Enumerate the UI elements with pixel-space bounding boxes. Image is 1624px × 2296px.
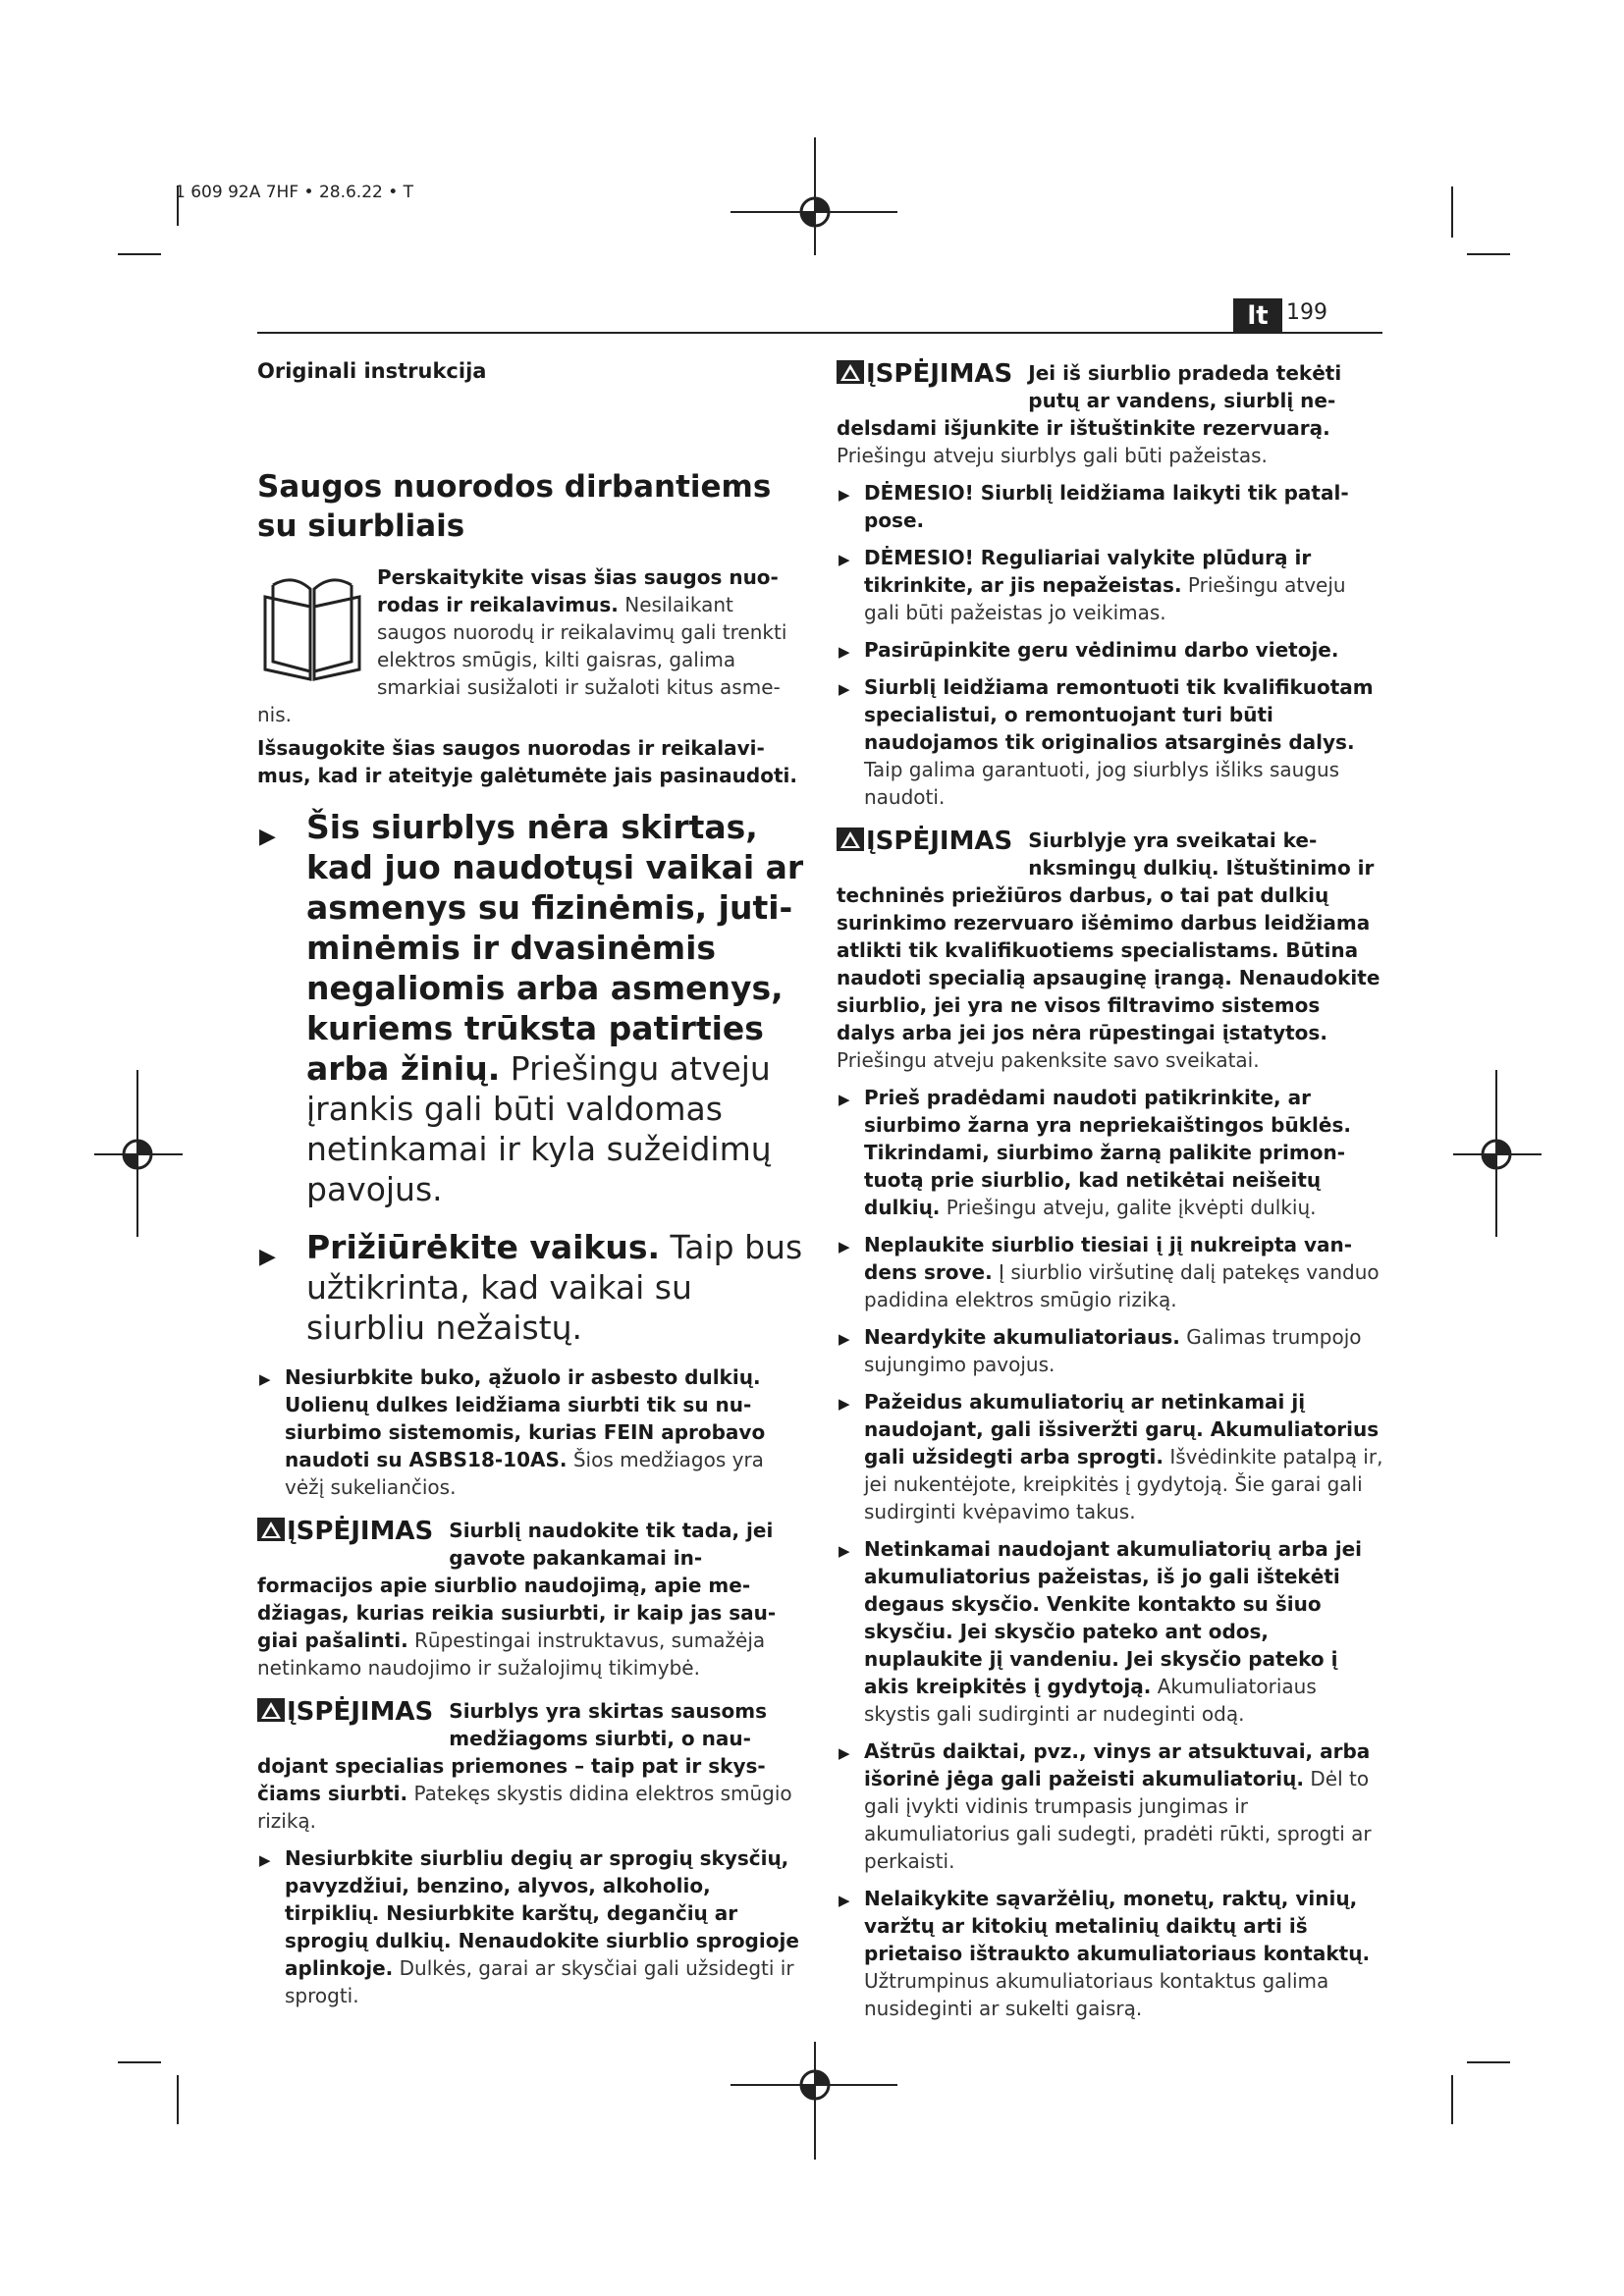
right-column [837,359,1384,2022]
original-instructions: Originali instrukcija [257,359,487,383]
list-item-bold: Pasirūpinkite geru vėdinimu darbo vietoje. [864,638,1339,662]
warning-triangle-icon [837,828,864,851]
list-item-normal: Taip galima garantuoti, jog siurblys išliks saugus naudoti. [864,758,1340,809]
list-item-bold: Siurblį leidžiama remontuoti tik kvalifikuotam specialistui, o remontuojant turi būti naudojamos tik originalios atsarginės dalys. [864,675,1374,754]
list-item-bold: Aštrūs daiktai, pvz., vinys ar atsuktuvai, arba išorinė jėga gali pažeisti akumuliatorių. [864,1739,1371,1790]
list-item-bold: Nesiurbkite siurbliu degių ar sprogių skysčių, pavyzdžiui, benzino, alyvos, alkoholio, tirpiklių. Nesiurbkite karštų, degančių ar sprogių dulkių. Nenaudokite siurblio sprogioje aplinkoje. [285,1846,799,1980]
list-item [837,1231,1384,1313]
keep-instructions [257,734,807,789]
list-item-normal: Dėl to gali įvykti vidinis trumpasis jungimas ir akumuliatorius gali sudegti, pradėti rūkti, sprogti ar perkaisti. [864,1767,1372,1873]
bullet-triangle-icon: ▶ [259,1370,271,1388]
list-item-normal: Taip bus užtikrinta, kad vaikai su siurbliu nežaistų. [306,1228,803,1347]
list-item [837,544,1384,626]
list-item [837,1737,1384,1875]
list-item-bold: DĖMESIO! Reguliariai valykite plūdurą ir tikrinkite, ar jis nepažeistas. [864,546,1312,597]
section-heading: Saugos nuorodos dirbantiems su siurbliais [257,469,772,544]
list-item [837,636,1384,664]
bullet-triangle-icon: ▶ [259,825,276,849]
warning-normal: Patekęs skystis didina elektros smūgio riziką. [257,1782,792,1833]
keep-instructions-bold: Išsaugokite šias saugos nuorodas ir reikalavimus, kad ir ateityje galėtumėte jais pasinaudoti. [257,736,797,787]
warning-triangle-icon [257,1518,285,1541]
warning-label-text: ĮSPĖJIMAS [287,1697,434,1727]
list-item-bold: Pažeidus akumuliatorių ar netinkamai jį naudojant, gali išsiveržti garų. Akumuliatorius gali užsidegti arba sprogti. [864,1390,1380,1468]
bullet-triangle-icon: ▶ [839,551,850,568]
bullet-triangle-icon: ▶ [839,1238,850,1255]
warning-triangle-icon [837,360,864,384]
print-info-text: 1 609 92A 7HF • 28.6.22 • T [175,183,414,202]
warning-bold: Jei iš siurblio pradeda tekėti putų ar vandens, siurblį nedelsdami išjunkite ir ištuštinkite rezervuarą. [837,361,1342,440]
print-info [175,183,413,202]
bullet-triangle-icon: ▶ [839,1744,850,1762]
warning-label-text: ĮSPĖJIMAS [287,1517,434,1546]
list-item [257,1844,807,2009]
bullet-triangle-icon: ▶ [259,1245,276,1269]
list-item [837,479,1384,534]
left-column [257,359,807,2009]
warning-bold: Siurblį naudokite tik tada, jei gavote pakankamai informacijos apie siurblio naudojimą, apie medžiagas, kurias reikia susiurbti, ir kaip jas saugiai pašalinti. [257,1519,777,1652]
warning-block [837,359,1384,469]
registration-mark-icon [731,137,897,255]
warning-bold: Siurblys yra skirtas sausoms medžiagoms siurbti, o naudojant specialias priemones – taip pat ir skysčiams siurbti. [257,1699,767,1805]
warning-normal: Priešingu atveju siurblys gali būti pažeistas. [837,444,1268,467]
list-item [837,1885,1384,2022]
read-instructions-bold: Perskaitykite visas šias saugos nuorodas ir reikalavimus. [377,565,779,616]
crop-mark [118,2061,161,2063]
list-item-bold: Nesiurbkite buko, ąžuolo ir asbesto dulkių. Uolienų dulkes leidžiama siurbti tik su nusiurbimo sistemomis, kurias FEIN aprobavo naudoti su ASBS18-10AS. [285,1365,766,1471]
list-item-bold: Netinkamai naudojant akumuliatorių arba jei akumuliatorius pažeistas, iš jo gali ištekėti degaus skysčio. Venkite kontakto su šiuo skysčiu. Jei skysčio pateko ant odos, nuplaukite jį vandeniu. Jei skysčio pateko į akis kreipkitės į gydytoją. [864,1537,1363,1698]
warning-block [257,1697,807,1835]
list-item-bold: DĖMESIO! Siurblį leidžiama laikyti tik patalpose. [864,481,1349,532]
warning-normal: Priešingu atveju pakenksite savo sveikatai. [837,1048,1260,1072]
bullet-triangle-icon: ▶ [839,1395,850,1413]
crop-mark [177,2075,179,2124]
crop-mark [1467,2061,1510,2063]
list-item [257,1227,807,1348]
list-item-normal: Į siurblio viršutinę dalį patekęs vanduo padidina elektros smūgio riziką. [864,1260,1380,1311]
language-badge: lt [1233,298,1282,334]
list-item-normal: Šios medžiagos yra vėžį sukeliančios. [285,1448,764,1499]
warning-block [257,1517,807,1682]
list-item-normal: Užtrumpinus akumuliatoriaus kontaktus galima nusideginti ar sukelti gaisrą. [864,1969,1329,2020]
warning-label [257,1697,433,1727]
registration-mark-icon [1453,1070,1542,1237]
bullet-triangle-icon: ▶ [259,1851,271,1869]
bullet-triangle-icon: ▶ [839,1542,850,1560]
read-instructions-normal: Nesilaikant saugos nuorodų ir reikalavimų gali trenkti elektros smūgis, kilti gaisras, galima smarkiai susižaloti ir sužaloti kitus asmenis. [257,593,787,726]
warning-label-text: ĮSPĖJIMAS [866,827,1013,856]
list-item-normal: Priešingu atveju gali būti pažeistas jo veikimas. [864,573,1346,624]
warning-label-text: ĮSPĖJIMAS [866,359,1013,389]
list-item [837,1323,1384,1378]
open-book-icon [257,567,367,685]
warning-block [837,827,1384,1074]
crop-mark [1467,253,1510,255]
read-instructions-block [257,563,807,728]
registration-mark-icon [731,2042,897,2160]
crop-mark [1451,187,1453,238]
list-item [837,673,1384,811]
list-item-bold: Nelaikykite sąvaržėlių, monetų, raktų, vinių, varžtų ar kitokių metalinių daiktų arti iš prietaiso ištraukto akumuliatoriaus kontaktų. [864,1887,1371,1965]
page-number: 199 [1286,300,1327,325]
list-item-bold: Prieš pradėdami naudoti patikrinkite, ar siurbimo žarna yra nepriekaištingos būklės. Tikrindami, siurbimo žarną palikite primontuotą prie siurblio, kad netikėtai neišeitų dulkių. [864,1086,1351,1219]
registration-mark-icon [94,1070,183,1237]
list-item-normal: Dulkės, garai ar skysčiai gali užsidegti ir sprogti. [285,1956,794,2007]
crop-mark [1451,2075,1453,2124]
warning-label [837,827,1012,856]
warning-normal: Rūpestingai instruktavus, sumažėja netinkamo naudojimo ir sužalojimų tikimybė. [257,1629,766,1680]
warning-triangle-icon [257,1698,285,1722]
list-item [257,807,807,1209]
list-item-normal: Akumuliatoriaus skystis gali sudirginti ar nudeginti odą. [864,1675,1317,1726]
bullet-triangle-icon: ▶ [839,1091,850,1108]
list-item-bold: Neplaukite siurblio tiesiai į jį nukreipta vandens srove. [864,1233,1353,1284]
crop-mark [118,253,161,255]
list-item-normal: Priešingu atveju, galite įkvėpti dulkių. [940,1196,1317,1219]
warning-label [837,359,1012,389]
list-item-normal: Išvėdinkite patalpą ir, jei nukentėjote, kreipkitės į gydytoją. Šie garai gali sudirginti kvėpavimo takus. [864,1445,1383,1523]
list-item-normal: Galimas trumpojo sujungimo pavojus. [864,1325,1362,1376]
bullet-triangle-icon: ▶ [839,486,850,504]
warning-bold: Siurblyje yra sveikatai kenksmingų dulkių. Ištuštinimo ir techninės priežiūros darbus, o tai pat dulkių surinkimo rezervuaro išėmimo darbus leidžiama atlikti tik kvalifikuotiems specialistams. Būtina naudoti specialią apsauginę įrangą. Nenaudokite siurblio, jei yra ne visos filtravimo sistemos dalys arba jei jos nėra rūpestingai įstatytos. [837,828,1380,1044]
list-item [257,1363,807,1501]
list-item-bold: Šis siurblys nėra skirtas, kad juo naudotųsi vaikai ar asmenys su fizinėmis, jutiminėmis ir dvasinėmis negaliomis arba asmenys, kuriems trūksta patirties arba žinių. [306,808,804,1088]
list-item-bold: Prižiūrėkite vaikus. [306,1228,661,1266]
list-item [837,1084,1384,1221]
bullet-triangle-icon: ▶ [839,643,850,661]
header-rule [257,332,1382,334]
bullet-triangle-icon: ▶ [839,1330,850,1348]
warning-label [257,1517,433,1546]
bullet-triangle-icon: ▶ [839,680,850,698]
list-item-bold: Neardykite akumuliatoriaus. [864,1325,1180,1349]
bullet-triangle-icon: ▶ [839,1892,850,1909]
list-item-normal: Priešingu atveju įrankis gali būti valdomas netinkamai ir kyla sužeidimų pavojus. [306,1049,772,1208]
list-item [837,1388,1384,1525]
list-item [837,1535,1384,1728]
